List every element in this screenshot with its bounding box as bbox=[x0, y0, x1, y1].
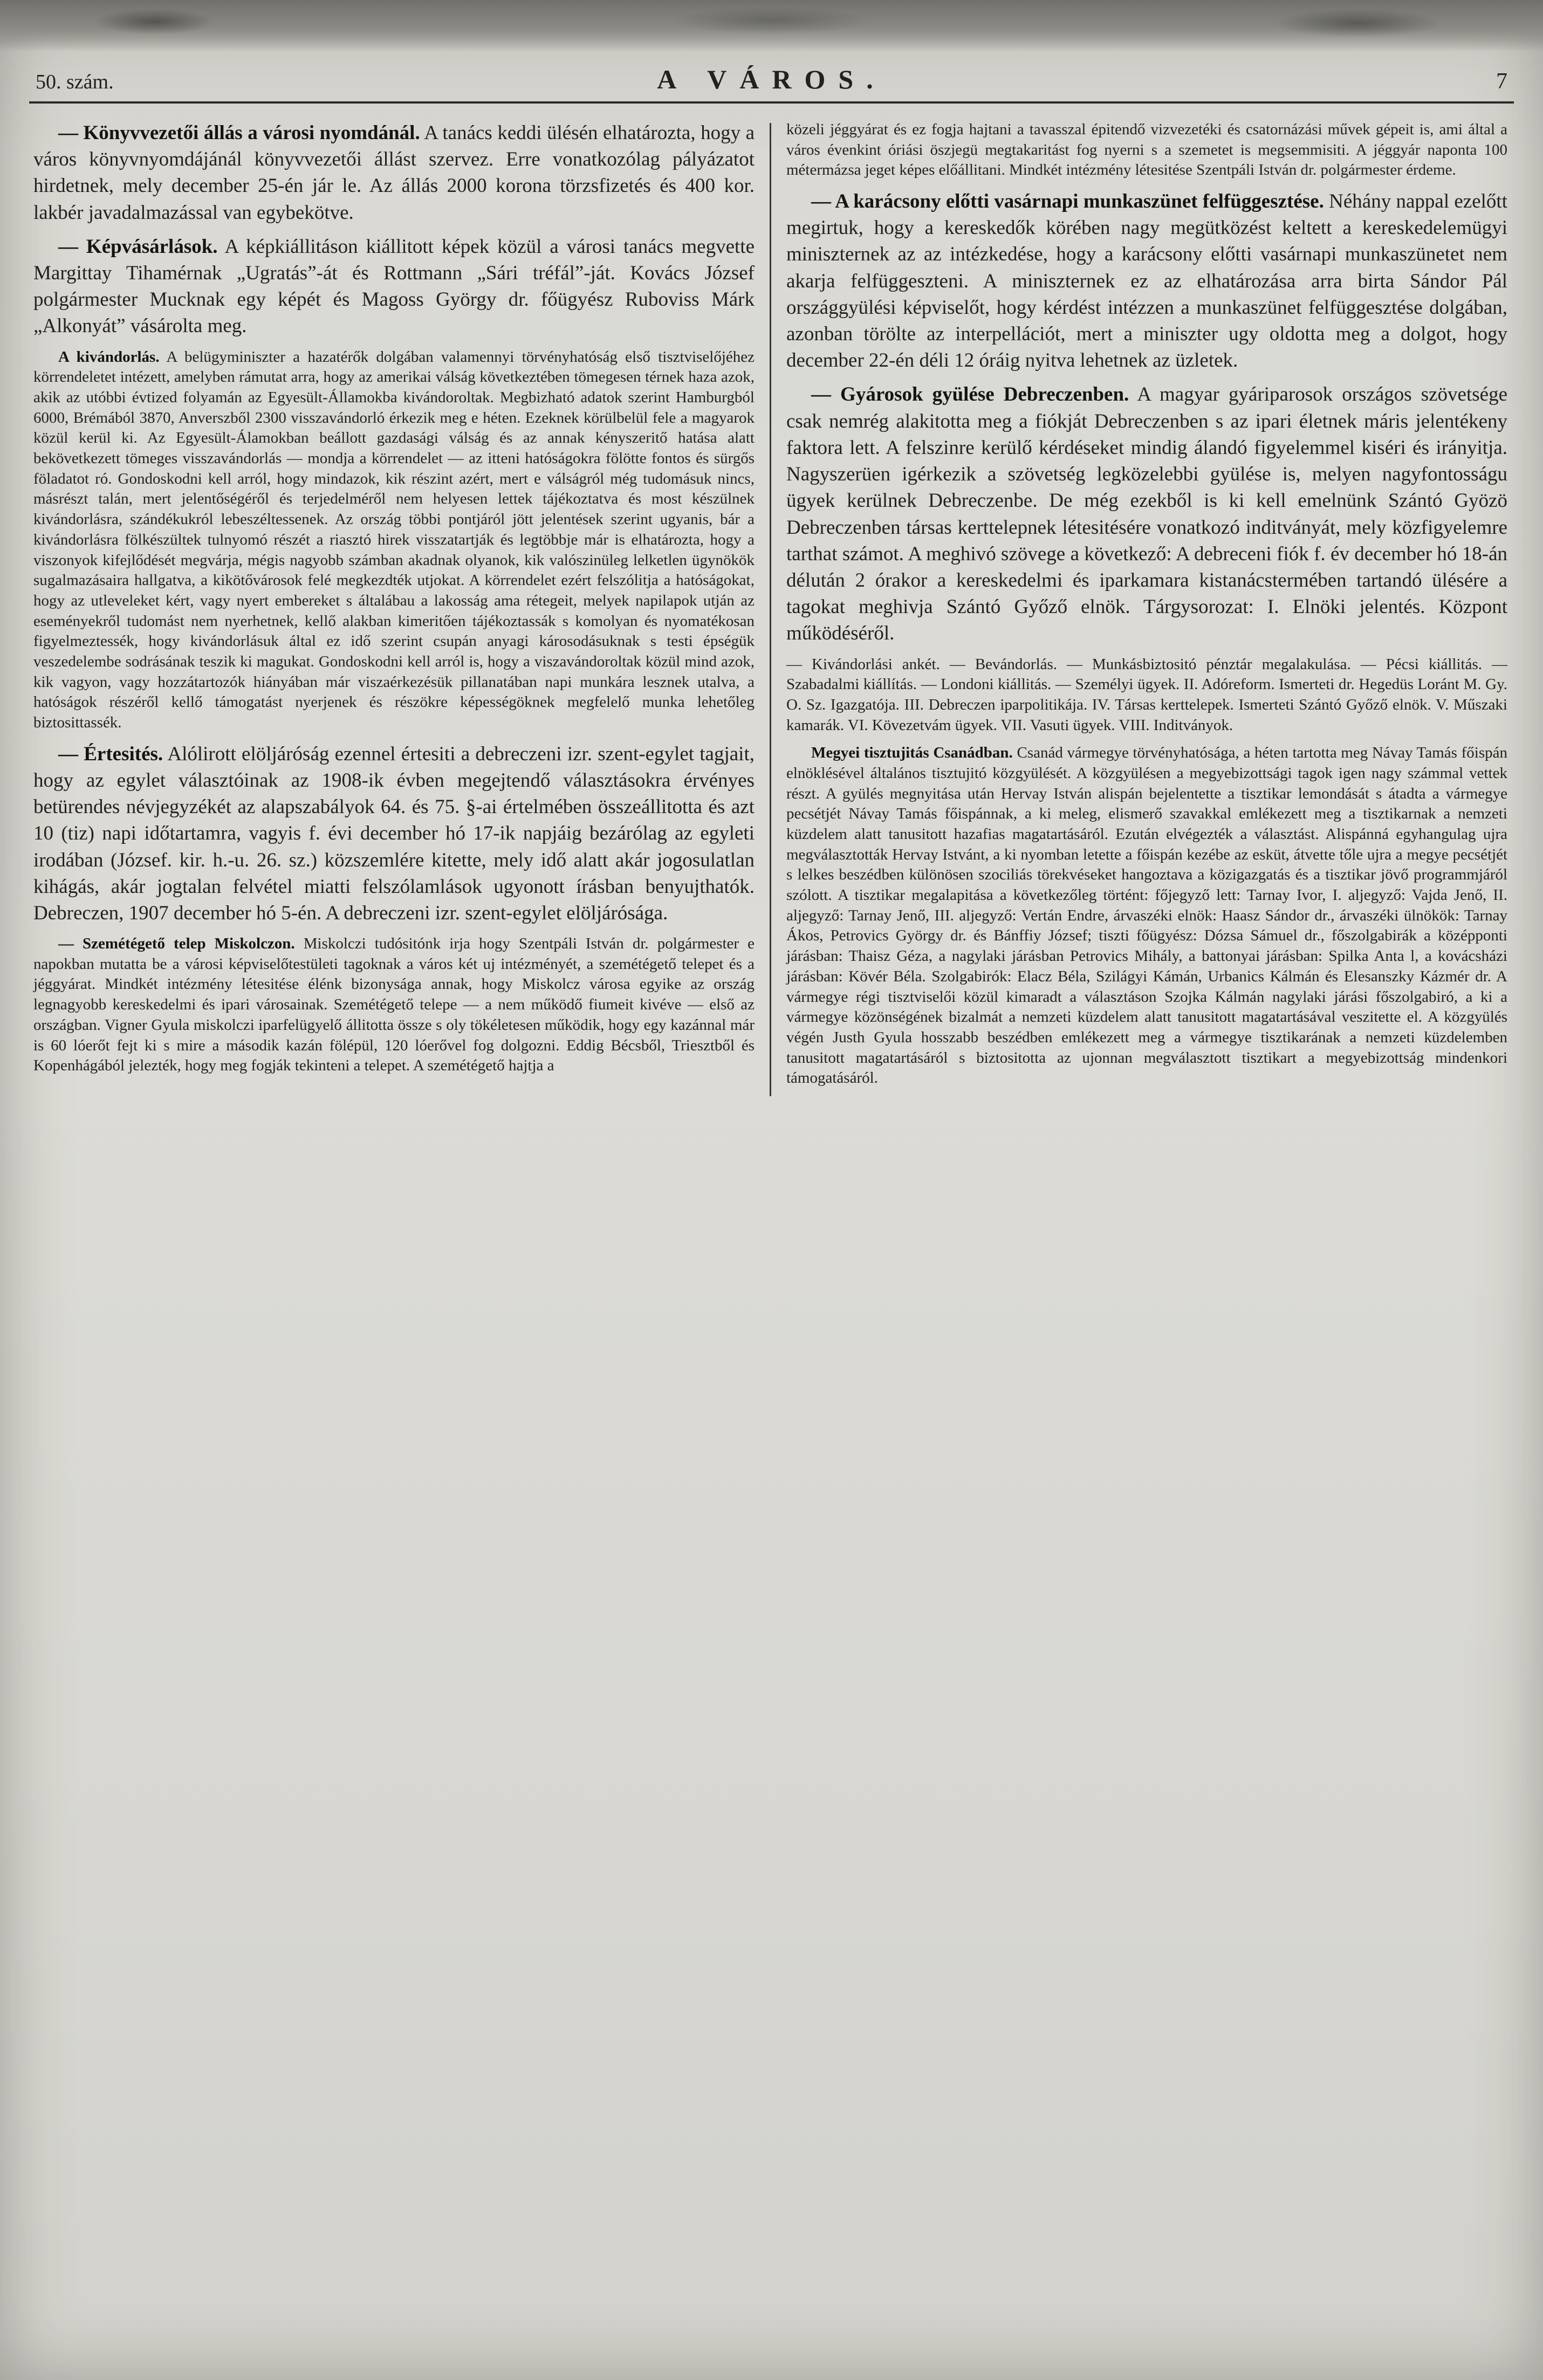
article-body: A belügyminiszter a hazatérők dolgában valamennyi törvényhatóság első tisztviselőjéhez körrendeletet intézett, amelyben rámutat arra, hogy az amerikai válság következtében tömegesen térnek haza azok, akik az utóbbi évtized folyamán az Egyesült-Államokba kivándoroltak. Megbizható adatok szerint Hamburgból 6000, Brémából 3870, Anverszből 2300 visszavándorló érkezik meg e héten. Ezeknek körülbelül fele a magyarok közül kerül ki. Az Egyesült-Álamokban beállott gazdasági válság és az annak kényszeritő hatása alatt bekövetkezett tömeges visszavándorlás — mondja a körrendelet — az itteni hatóságokra fölötte fontos és sürgős föladatot ró. Gondoskodni kell arról, hogy mindazok, kik részint azért, mert e válságról még tudomásuk nincs, másrészt talán, mert jelentőségéről és terjedelméről nem helyesen lettek tájékoztatva és most készülnek kivándorlásra, szándékukról lebeszéltessenek. Az ország többi pontjáról jött jelentések szerint ugyanis, bár a kivándorlásra fölkészültek tulnyomó részét a riasztó hirek visszatartják és legtöbbje már is elhatározta, hogy a viszonyok kifejlődését megvárja, mégis nagyobb számban akadnak olyanok, kik valószinüleg lelketlen ügynökök sugalmazásaira hallgatva, a kikötővárosok felé megkezdték utjokat. A körrendelet ezért felszólitja a hatóságokat, hogy az utleveleket kért, vagy nyert embereket s általábau a lakosság ama rétegeit, melyek napilapok utján az eseményekről tudomást nem nyerhetnek, kellő alakban kimeritően tájékoztassák s komolyan és nyomatékosan figyelmeztessék, hogy kivándorlásuk által ez idő szerint csupán anyagi károsodásuknak s testi épségük veszedelembe sodrásának teszik ki magukat. Gondoskodni kell arról is, hogy a viszavándoroltak közül mind azok, kik vagyon, vagy hozzátartozók hiányában már viszaérkezésük pillanatában napi munkára lesznek utalva, a hatóságok részéről kellő támogatást nyerjenek és részökre képességöknek megfelelő munka lehetőleg biztosittassék. bbox=[33, 348, 755, 731]
article-body: Csanád vármegye törvényhatósága, a héten tartotta meg Návay Tamás főispán elnöklésével általános tisztujitó közgyülését. A közgyülésen a megyebizottsági tagok igen nagy számmal vettek részt. A gyülés megnyitása után Hervay István alispán bejelentette a tisztikar lemondását s átadta a vármegye pecsétjét Návay Tamás főispánnak, a ki meleg, elismerő szavakkal emlékezett meg a tisztikarnak a nemzeti küzdelem alatt tanusitott hazafias magatartásáról. Ezután elvégezték a választást. Alispánná egyhangulag ujra megválasztották Hervay Istvánt, a ki nyomban letette a főispán kezébe az esküt, átvette tőle ujra a megye pecsétjét s lelkes beszédben különösen szociliás törekvéseket hangoztava a közigazgatás és a tisztikar jövő programmjáról szólott. A tisztikar megalapitása a következőleg történt: főjegyző lett: Tarnay Ivor, I. aljegyző: Vajda Jenő, II. aljegyző: Tarnay Jenő, III. aljegyző: Vertán Endre, árvaszéki elnök: Haasz Sándor dr., árvaszéki ülnökök: Tarnay Ákos, Petrovics György dr. és Bánffiy József; tiszti főügyész: Dózsa Sámuel dr., főszolgabirák a középponti járásban: Thaisz Géza, a nagylaki járásban Petrovics Mihály, a battonyai járásban: Spilka Anta l, a kovácsházi járásban: Kövér Béla. Szolgabirók: Elacz Béla, Szilágyi Kámán, Urbanics Kálmán és Elesanszky Kázmér dr. A vármegye régi tisztviselői közül kimaradt a választáson Szojka Kálmán nagylaki járási főszolgabiró, a ki a vármegye közönségének bizalmát a nemzeti küzdelem alatt tanusitott magatartásával veszitette el. A közgyülés végén Justh Gyula hosszabb beszédben emlékezett meg a vármegye tisztikarának a nemzeti küzdelemben tanusitott magatartásáról s biztositotta az ujonnan megválasztott tisztikart a megyebizottság mindenkori támogatásáról. bbox=[786, 744, 1507, 1087]
article-lead: — Szemétégető telep Miskolczon. bbox=[58, 935, 295, 953]
column-divider bbox=[770, 123, 771, 1096]
article-szemetegeto-telep bbox=[33, 934, 755, 1076]
article-lead: Megyei tisztujitás Csanádban. bbox=[811, 744, 1013, 762]
article-kepvasarlasok bbox=[33, 233, 755, 340]
page-body bbox=[0, 104, 1543, 1096]
article-lead: — Értesités. bbox=[58, 742, 163, 765]
article-lead: — A karácsony előtti vasárnapi munkaszünet felfüggesztése. bbox=[811, 190, 1324, 213]
article-lead: — Gyárosok gyülése Debreczenben. bbox=[811, 383, 1129, 406]
right-column bbox=[786, 120, 1507, 1096]
article-gyarosok-targysorozat bbox=[786, 655, 1507, 736]
article-body: Néhány nappal ezelőtt megirtuk, hogy a kereskedők körében nagy megütközést keltett a kereskedelemügyi miniszternek az az intézkedése, hogy a karácsony előtti vasárnapi munkaszünetet nem akarja felfüggeszteni. A miniszternek ez az elhatározása arra birta Sándor Pál országgyülési képviselőt, hogy kérdést intézzen a munkaszünet felfüggesztése dolgában, azonban törölte az interpellációt, mert a miniszter ugy oldotta meg a dolgot, hogy december 22-én déli 12 óráig nyitva lehetnek az üzletek. bbox=[786, 190, 1507, 372]
article-lead: A kivándorlás. bbox=[58, 348, 160, 366]
article-konyvvezetoi-allas bbox=[33, 120, 755, 226]
article-body: Alólirott elöljáróság ezennel értesiti a debreczeni izr. szent-egylet tagjait, hogy az egylet választóinak az 1908-ik évben megejtendő választásokra érvényes betürendes névjegyzékét az alapszabályok 64. és 75. §-ai értelmében összeállitotta és azt 10 (tiz) napi időtartamra, vagyis f. évi december hó 17-ik napjáig bezárólag az egyleti irodában (József. kir. h.-u. 26. sz.) közszemlére kitette, mely idő alatt akár jogosulatlan kihágás, akár jogtalan felvétel miatti felszólamlások ugyonott írásban benyujthatók. Debreczen, 1907 december hó 5-én. A debreczeni izr. szent-egylet elöljárósága. bbox=[33, 742, 755, 924]
article-karacsonyi-munkaszunet bbox=[786, 188, 1507, 374]
article-body: — Kivándorlási ankét. — Bevándorlás. — Munkásbiztositó pénztár megalakulása. — Pécsi kiállitás. — Szabadalmi kiállítás. — Londoni kiállitás. — Személyi ügyek. II. Adóreform. Ismerteti dr. Hegedüs Loránt M. Gy. O. Sz. Igazgatója. III. Debreczen iparpolitikája. IV. Társas kerttelepek. Ismerteti Szántó Győző elnök. V. Műszaki kamarák. VI. Kövezetvám ügyek. VII. Vasuti ügyek. VIII. Inditványok. bbox=[786, 655, 1507, 734]
article-body: A képkiállitáson kiállitott képek közül a városi tanács megvette Margittay Tihamérnak „Ugratás”-át és Rottmann „Sári tréfál”-ját. Kovács József polgármester Mucknak egy képét és Magoss György dr. főügyész Ruboviss Márk „Alkonyát” vásárolta meg. bbox=[33, 235, 755, 338]
article-megyei-tisztujitas bbox=[786, 743, 1507, 1089]
article-ertesites bbox=[33, 741, 755, 926]
article-lead: — Képvásárlások. bbox=[58, 235, 218, 258]
article-body: A tanács keddi ülésén elhatározta, hogy a város könyvnyomdájánál könyvvezetői állást szervez. Erre vonatkozólag pályázatot hirdetnek, mely december 25-én jár le. Az állás 2000 korona törzsfizetés és 400 kor. lakbér javadalmazással van egybekötve. bbox=[33, 122, 755, 224]
article-kivandorlas bbox=[33, 347, 755, 733]
page-number: 7 bbox=[1496, 69, 1507, 94]
article-lead: — Könyvvezetői állás a városi nyomdánál. bbox=[58, 122, 420, 144]
article-body: Miskolczi tudósitónk irja hogy Szentpáli István dr. polgármester e napokban mutatta be a városi képviselőtestületi tagoknak a város két uj intézményét, a szemétégető telepet és a jéggyárat. Mindkét intézmény létesitése élénk bizonysága annak, hogy Miskolcz városa egyike az ország legnagyobb kereskedelmi és ipari városainak. Szemétégető telepe — a nem működő fiumeit kivéve — első az országban. Vigner Gyula miskolczi iparfelügyelő állitotta össze s oly tökéletesen működik, hogy egy kazánnal már is 60 lóerőt fejt ki s mire a második kazán fölépül, 120 lóerővel fog dolgozni. Eddig Bécsből, Triesztből és Kopenhágából jelezték, hogy meg fogják tekinteni a telepet. A szemétégető hajtja a bbox=[33, 935, 755, 1075]
page-header bbox=[0, 0, 1543, 95]
issue-number: 50. szám. bbox=[36, 71, 114, 93]
page-title: A VÁROS. bbox=[657, 64, 886, 94]
article-body: A magyar gyáriparosok országos szövetsége csak nemrég alakitotta meg a fiókját Debreczenben s az ipari életnek máris jelentékeny faktora lett. A felszinre kerülő kérdéseket mindig álandó figyelemmel kiséri és irányitja. Nagyszerüen igérkezik a szövetség legközelebbi gyülése is, melyen nagyfontosságu ügyek kerülnek Debreczenbe. De még ezekből is ki kell emelnünk Szántó Gyözö Debreczenben társas kerttelepnek létesitésére vonatkozó inditványát, mely közfigyelemre tarthat számot. A meghivó szövege a következő: A debreceni fiók f. év december hó 18-án délután 2 órakor a kereskedelmi és iparkamara kistanácstermében tartandó ülésére a tagokat meghivja Szántó Győző elnök. Tárgysorozat: I. Elnöki jelentés. Központ működéséről. bbox=[786, 383, 1507, 645]
left-column bbox=[33, 120, 755, 1096]
article-szemetegeto-continuation bbox=[786, 120, 1507, 181]
article-gyarosok-gyulese bbox=[786, 381, 1507, 646]
article-body: közeli jéggyárat és ez fogja hajtani a tavasszal épitendő vizvezetéki és csatornázási művek gépeit is, ami által a város évenkint óriási öszjegü megtakaritást fog nyerni s a szemetet is megsemmisiti. A jéggyár naponta 100 métermázsa jeget képes előállitani. Mindkét intézmény létesitése Szentpáli István dr. polgármester érdeme. bbox=[786, 121, 1507, 179]
